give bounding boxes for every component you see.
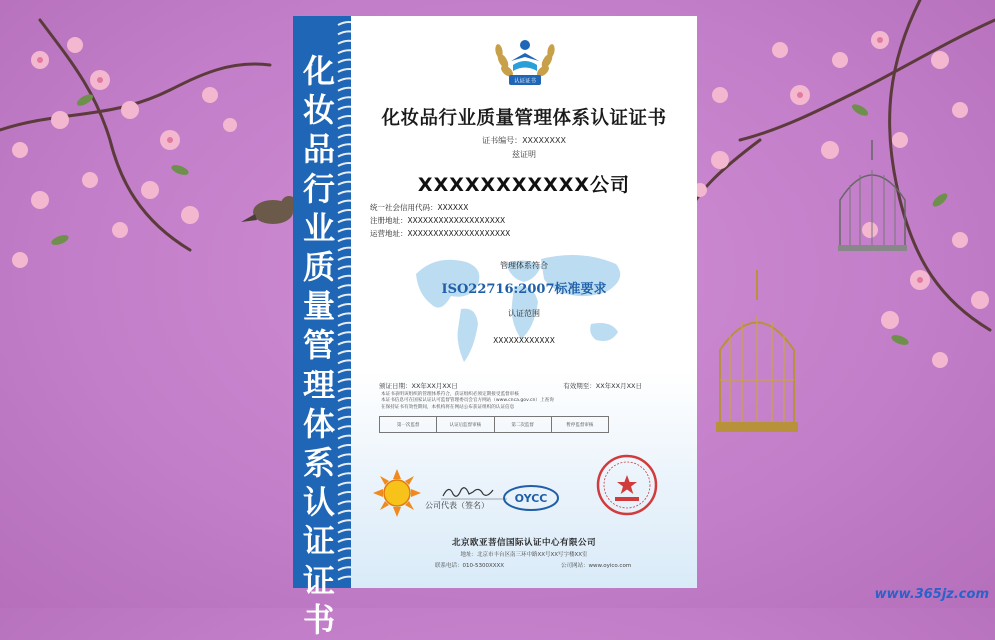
issuing-organization: 北京欧亚菩信国际认证中心有限公司 xyxy=(451,538,596,548)
certificate-paper xyxy=(351,16,697,588)
emblem-ribbon-text: 认证证书 xyxy=(513,78,537,85)
svg-text:OYCC: OYCC xyxy=(514,492,548,505)
stage-cell: 暂停监督审核 xyxy=(551,417,608,433)
organization-website: 公司网站：www.oyico.com xyxy=(561,563,632,569)
sun-seal-icon xyxy=(373,469,421,517)
signature-image xyxy=(439,482,509,502)
stage-cell: 第一次监督 xyxy=(380,417,437,433)
scope-value: XXXXXXXXXXXX xyxy=(493,336,555,345)
scope-label: 认证范围 xyxy=(508,309,540,318)
birdcage-gray-icon xyxy=(835,140,910,255)
expiry-date: 有效期至：XX年XX月XX日 xyxy=(563,382,642,390)
birdcage-gold-icon xyxy=(712,270,802,440)
credit-code: 统一社会信用代码：XXXXXX xyxy=(370,203,469,212)
registered-address: 注册地址：XXXXXXXXXXXXXXXXXXX xyxy=(370,216,506,225)
certify-heading: 兹证明 xyxy=(512,150,536,159)
conformity-label: 管理体系符合 xyxy=(500,261,548,270)
site-watermark: www.365jz.com xyxy=(874,587,989,602)
stage-cell: 认证后监督审核 xyxy=(437,417,494,433)
company-name: XXXXXXXXXXX公司 xyxy=(417,174,631,196)
issue-date: 颁证日期：XX年XX月XX日 xyxy=(379,382,458,390)
operating-address: 运营地址：XXXXXXXXXXXXXXXXXXXX xyxy=(370,229,511,238)
signature-label: 公司代表（签名） xyxy=(425,501,489,510)
fine-print: 本证书表明该组织的管理体系符合，获证组织必须定期接受监督审核 本证书信息可在国家认证认可监督管理委员会官方网站（www.cnca.gov.cn）上查询 在保持证书有效性期间，本机构将在网站公布获证组织的认证信息 xyxy=(381,392,554,410)
surveillance-stages-table xyxy=(379,416,609,433)
vertical-certificate-title: 化 妆 品 行 业 质 量 管 理 体 系 认 证 证 书 xyxy=(296,52,342,640)
oycc-logo xyxy=(502,484,560,512)
certificate-number: 证书编号：XXXXXXXX xyxy=(482,136,566,145)
organization-address: 地址：北京市丰台区南三环中路XX号XX写字楼XX室 xyxy=(460,552,588,558)
red-company-seal-icon xyxy=(595,453,659,517)
standard-requirement: ISO22716:2007标准要求 xyxy=(441,282,607,297)
stage-cell: 第二次监督 xyxy=(494,417,551,433)
organization-phone: 联系电话：010-5300XXXX xyxy=(435,563,505,569)
certificate-title: 化妆品行业质量管理体系认证证书 xyxy=(381,108,667,129)
laurel-emblem-icon xyxy=(489,31,561,91)
vertical-title-char: 书 xyxy=(302,600,335,639)
